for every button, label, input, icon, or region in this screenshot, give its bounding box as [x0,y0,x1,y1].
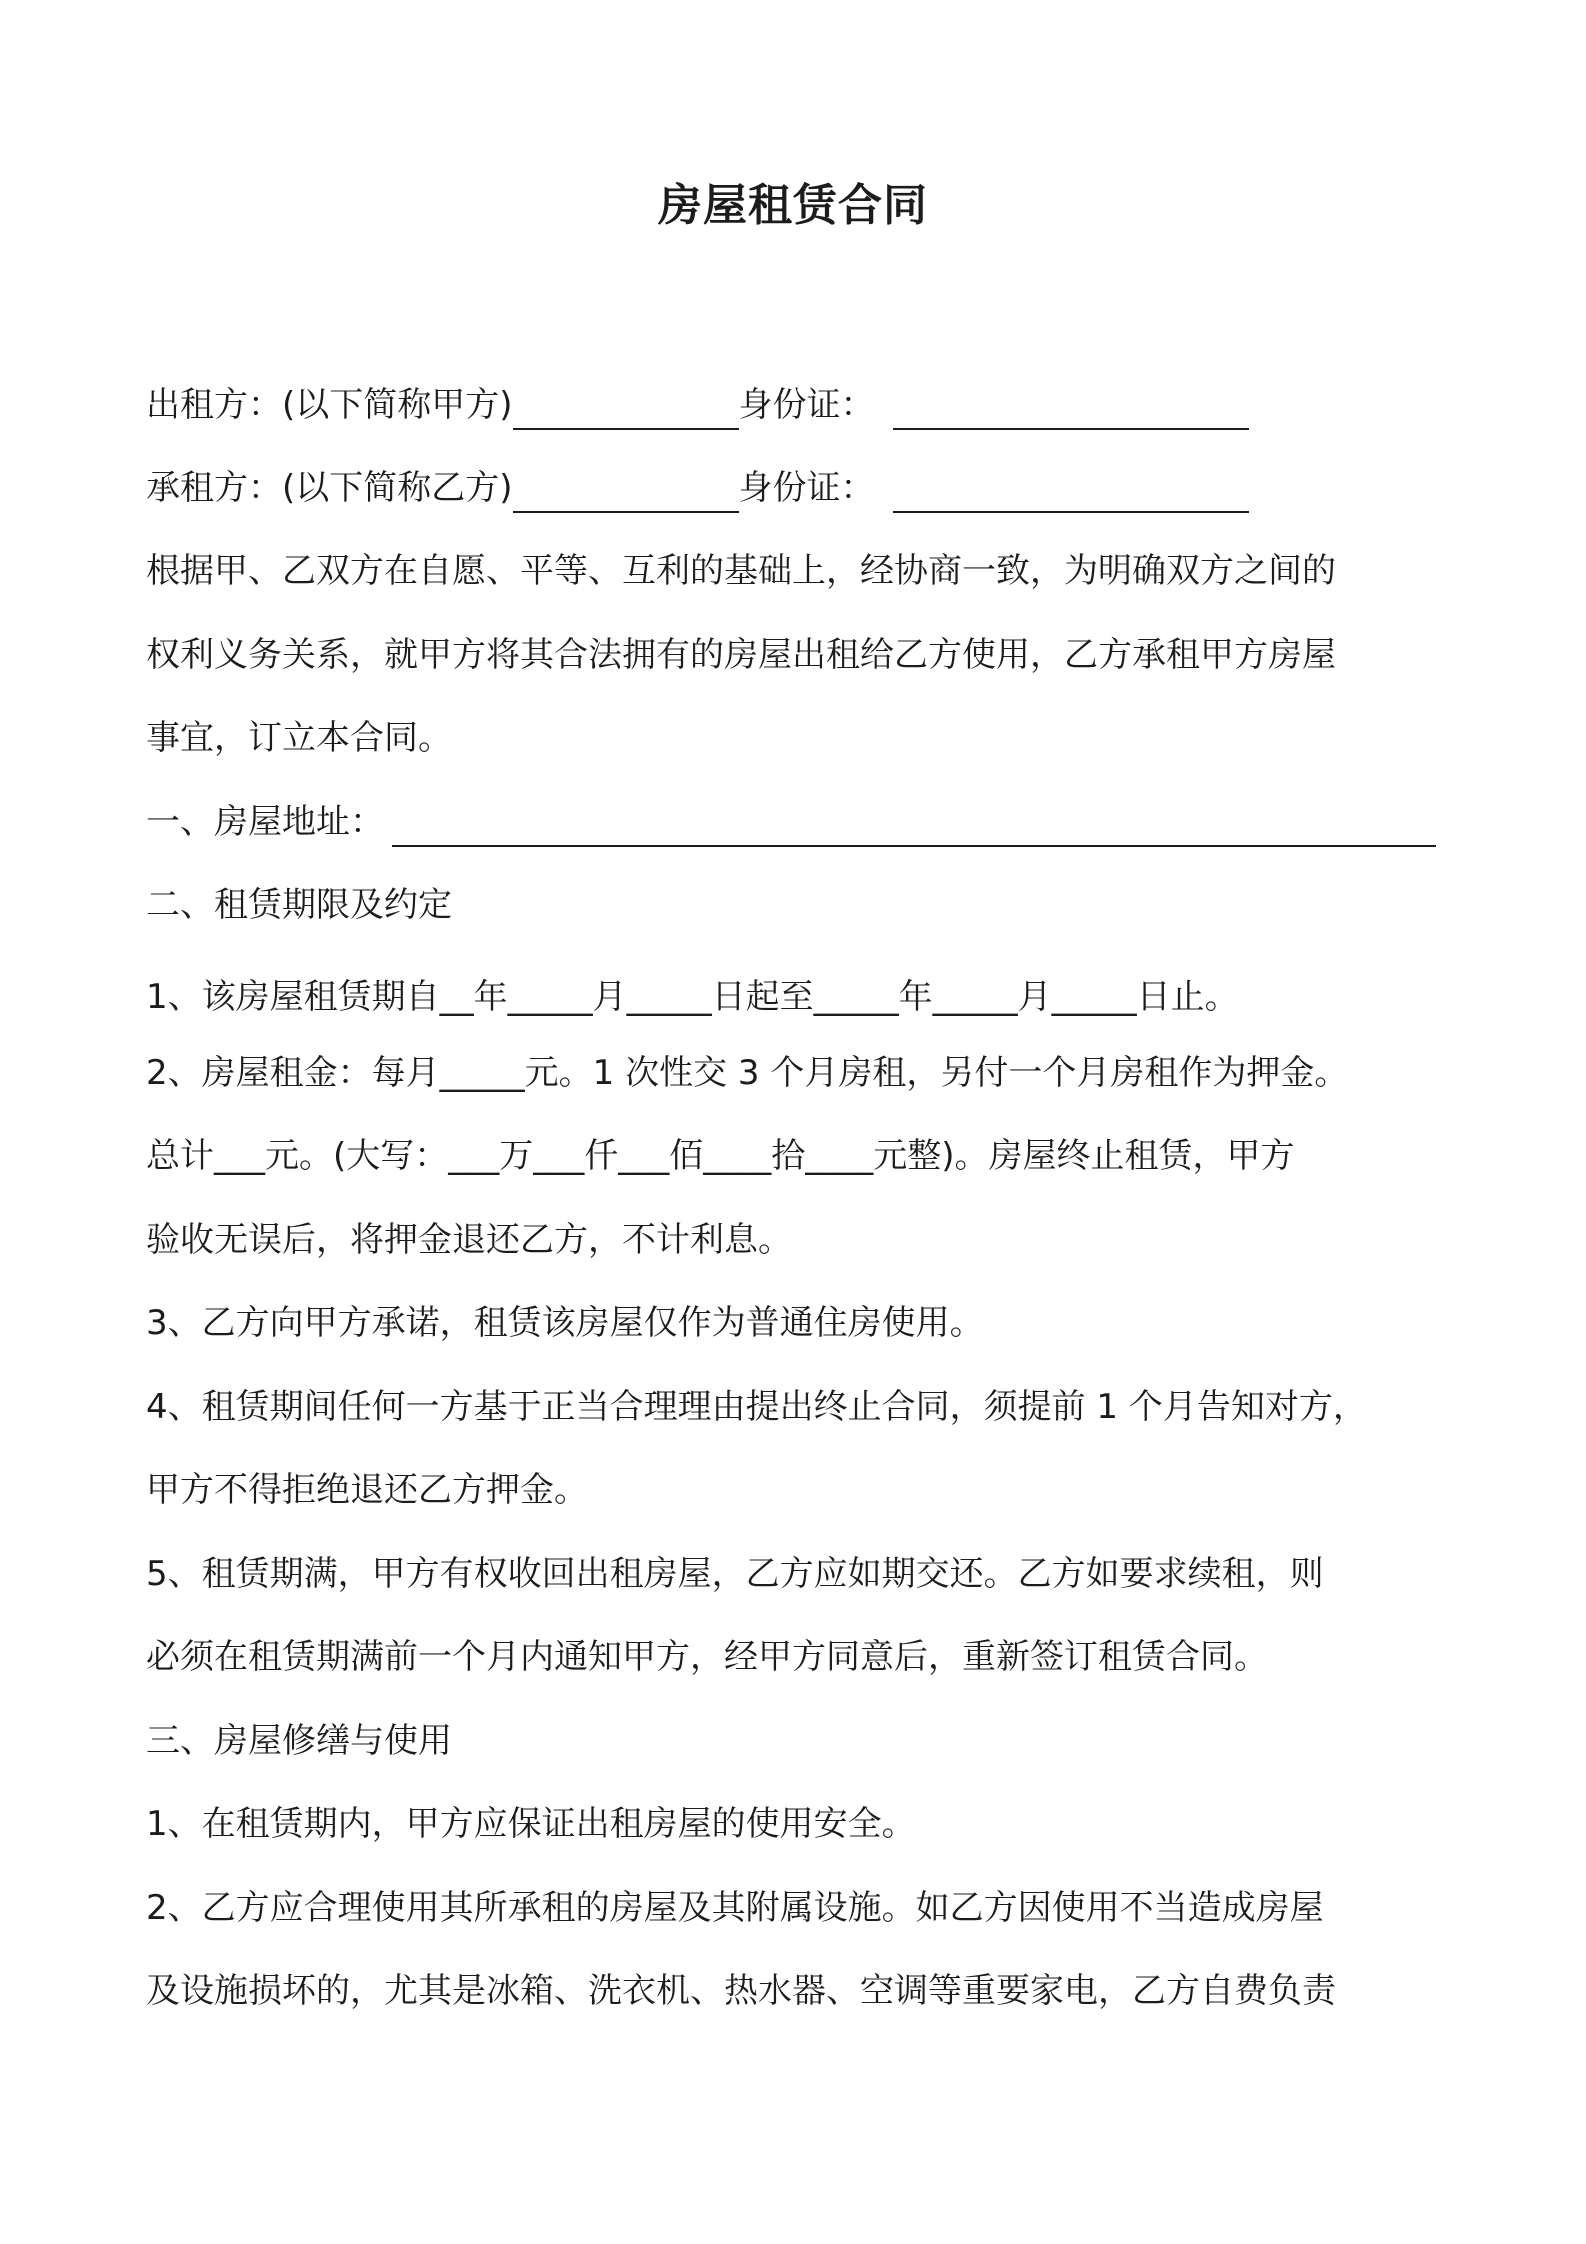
document-title: 房屋租赁合同 [658,180,928,231]
section2-heading: 二、租赁期限及约定 [146,885,452,925]
section1-address-line [146,797,1436,847]
section3-line-1: 1、在租赁期内，甲方应保证出租房屋的使用安全。 [146,1804,916,1844]
section3-line-3: 及设施损坏的，尤其是冰箱、洗衣机、热水器、空调等重要家电，乙方自费负责 [146,1971,1336,2011]
section3-heading: 三、房屋修缮与使用 [146,1721,452,1761]
lessee-id-blank [893,471,1249,513]
preamble-line-3: 事宜，订立本合同。 [146,718,452,758]
section2-line-1: 1、该房屋租赁期自__年_____月_____日起至_____年_____月_____日止。 [146,977,1239,1017]
section2-line-2: 2、房屋租金：每月_____元。1 次性交 3 个月房租，另付一个月房租作为押金。 [146,1053,1349,1093]
section2-line-7: 甲方不得拒绝退还乙方押金。 [146,1470,588,1510]
lessor-id-label: 身份证： [738,385,875,425]
preamble-line-2: 权利义务关系，就甲方将其合法拥有的房屋出租给乙方使用，乙方承租甲方房屋 [146,635,1336,675]
section2-line-9: 必须在租赁期满前一个月内通知甲方，经甲方同意后，重新签订租赁合同。 [146,1637,1268,1677]
section2-line-6: 4、租赁期间任何一方基于正当合理理由提出终止合同，须提前 1 个月告知对方， [146,1387,1367,1427]
lessor-name-blank [513,388,739,430]
section2-line-5: 3、乙方向甲方承诺，租赁该房屋仅作为普通住房使用。 [146,1303,984,1343]
lessee-id-label: 身份证： [738,468,875,508]
preamble-line-1: 根据甲、乙双方在自愿、平等、互利的基础上，经协商一致，为明确双方之间的 [146,551,1336,591]
lessor-line [146,380,1249,430]
lessor-label: 出租方：(以下简称甲方) [146,385,513,425]
section2-line-3: 总计___元。(大写：___万___仟___佰____拾____元整)。房屋终止租赁，甲方 [146,1136,1295,1176]
lessee-name-blank [513,471,739,513]
section2-line-8: 5、租赁期满，甲方有权收回出租房屋，乙方应如期交还。乙方如要求续租，则 [146,1554,1324,1594]
address-blank [392,805,1436,847]
lessee-line [146,463,1249,513]
section3-line-2: 2、乙方应合理使用其所承租的房屋及其附属设施。如乙方因使用不当造成房屋 [146,1888,1324,1928]
lessor-id-blank [893,388,1249,430]
section2-line-4: 验收无误后，将押金退还乙方，不计利息。 [146,1220,792,1260]
section1-label: 一、房屋地址： [146,802,384,842]
lessee-label: 承租方：(以下简称乙方) [146,468,513,508]
